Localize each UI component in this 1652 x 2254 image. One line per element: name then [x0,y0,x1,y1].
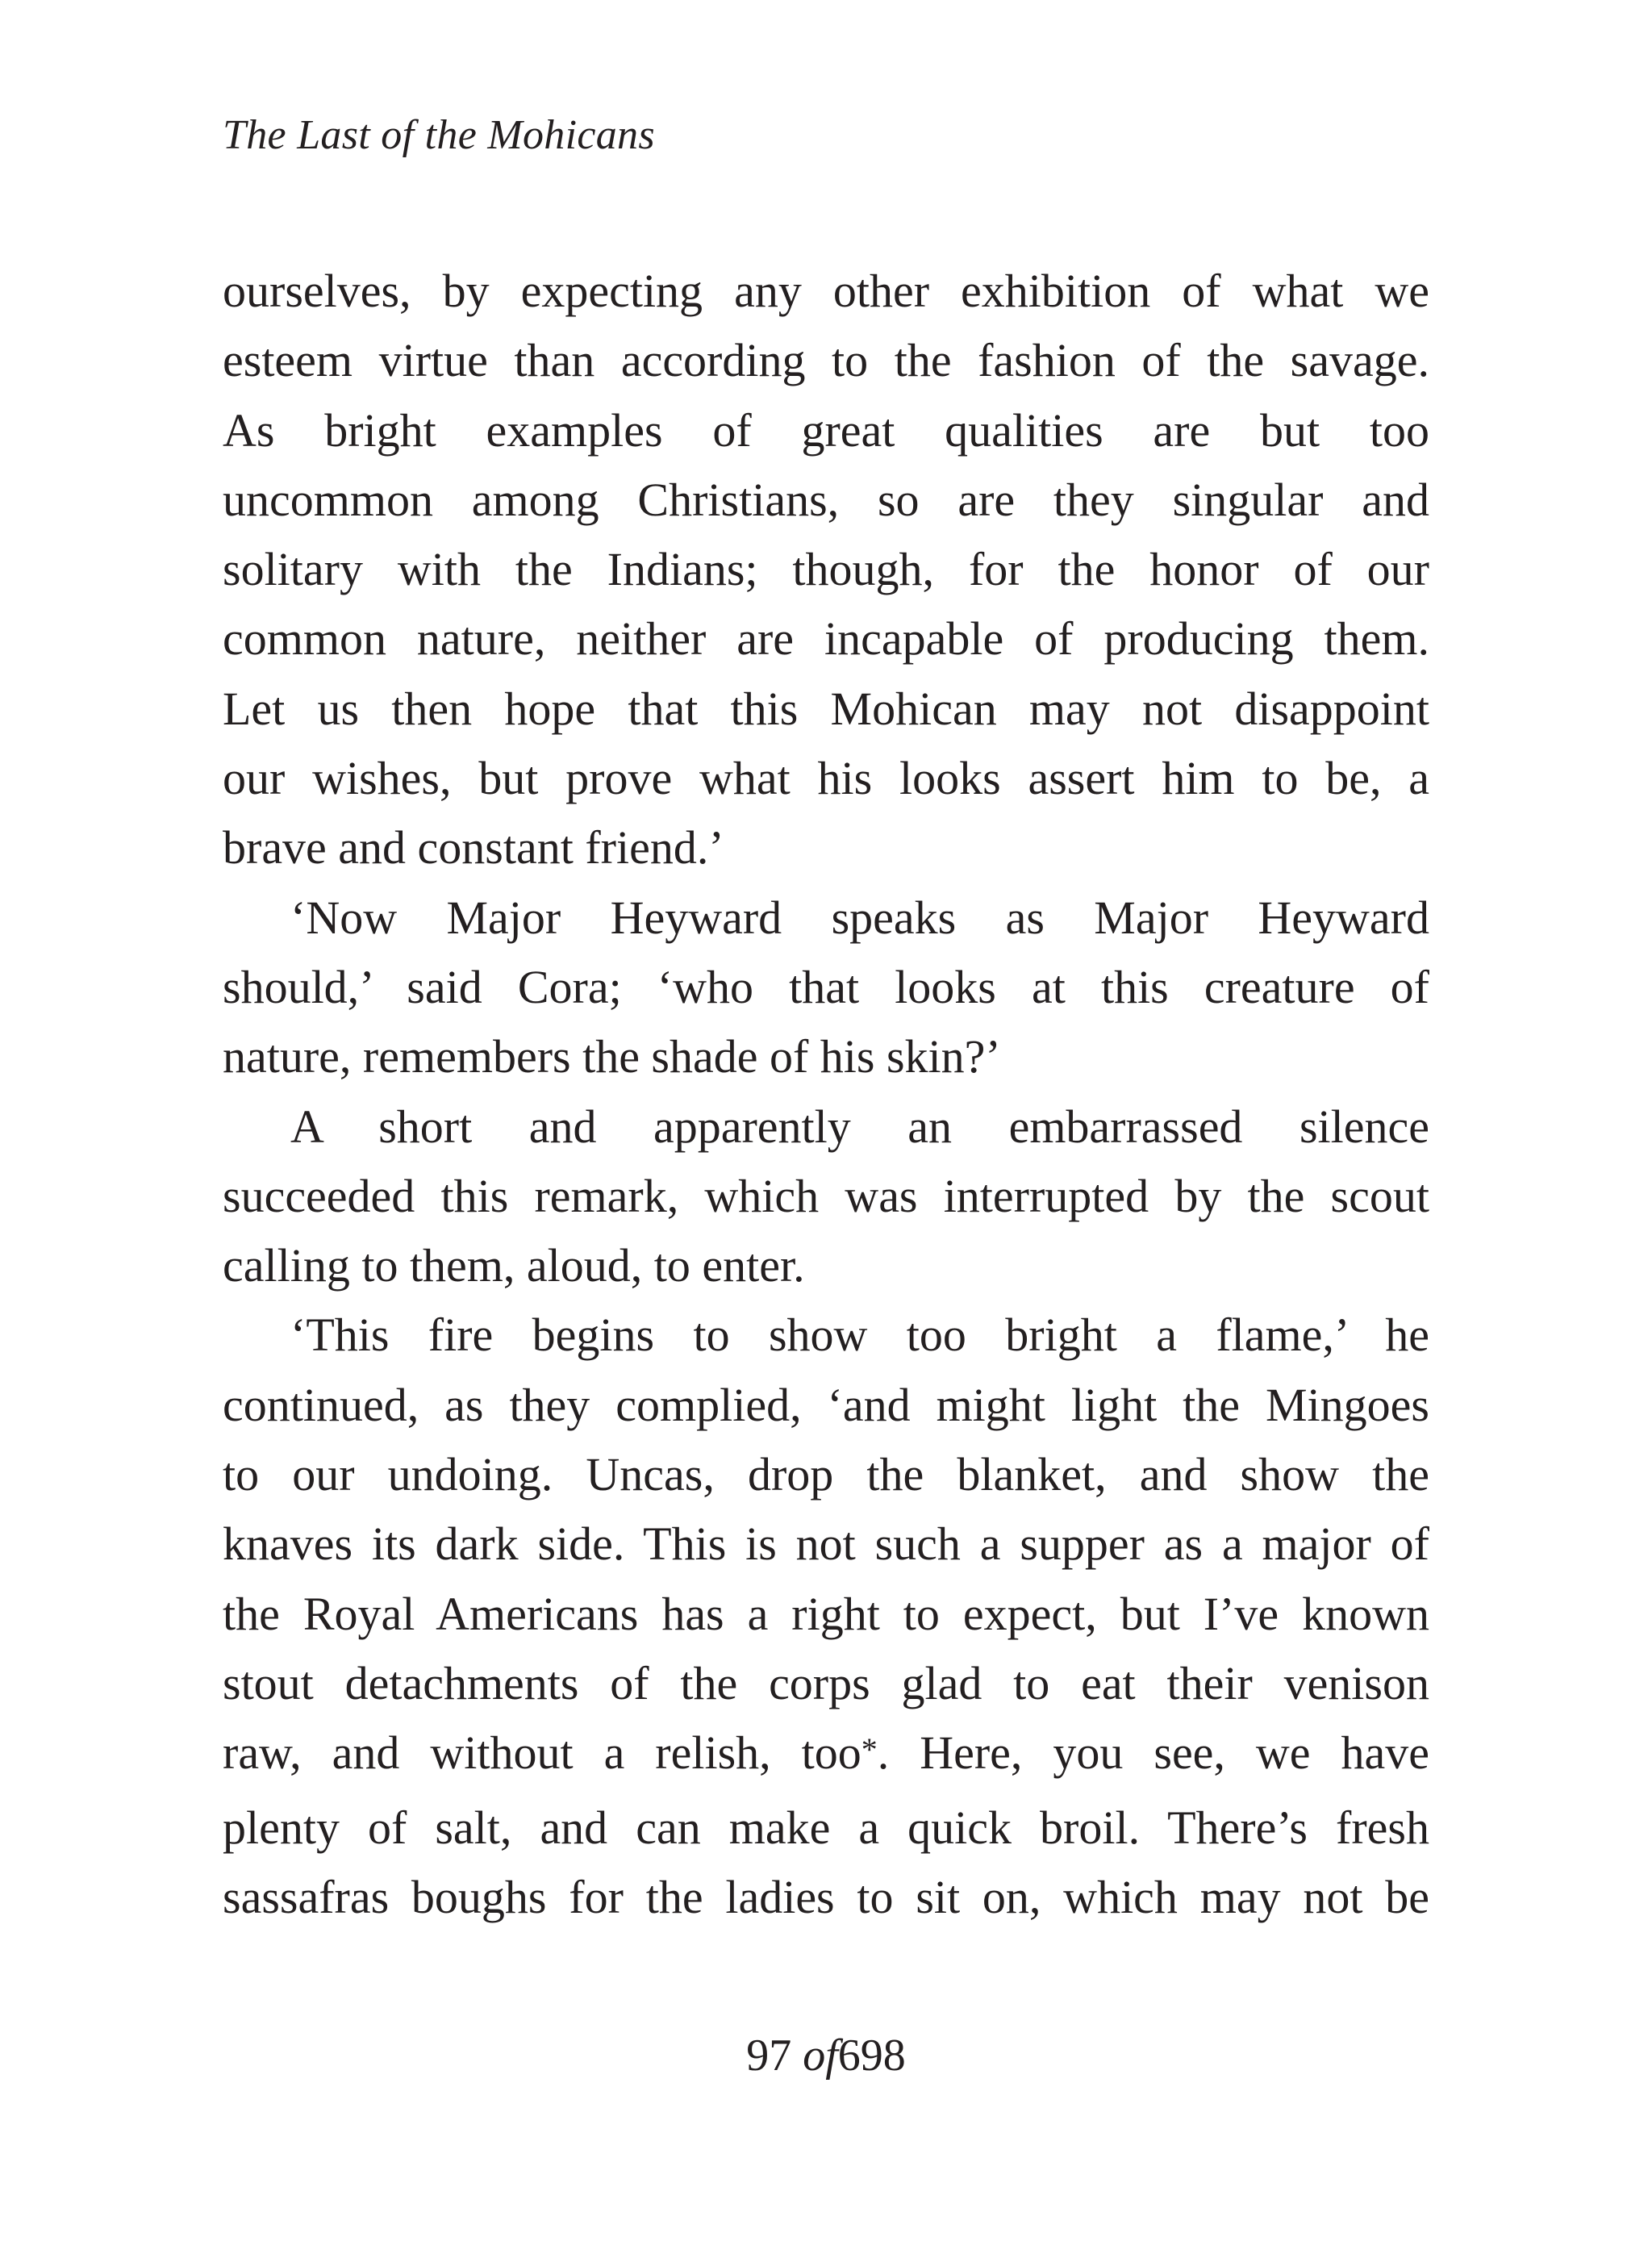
text-line: should,’ said Cora; ‘who that looks at this creature of [223,960,1429,1013]
text-line: ourselves, by expecting any other exhibition of what we [223,265,1429,317]
text-line: stout detachments of the corps glad to eat their venison [223,1656,1429,1709]
page-body [223,257,1429,1932]
running-head: The Last of the Mohicans [223,112,655,158]
text-line: solitary with the Indians; though, for the honor of our [223,543,1429,596]
text-segment: . Here, you see, we have [877,1726,1429,1780]
footnote-marker[interactable]: * [861,1731,878,1768]
text-line: the Royal Americans has a right to expect, but I’ve known [223,1587,1429,1640]
text-line: Let us then hope that this Mohican may not disappoint [223,682,1429,735]
text-line: sassafras boughs for the ladies to sit on, which may not be [223,1870,1429,1923]
text-line: esteem virtue than according to the fashion of the savage. [223,334,1429,387]
text-line: knaves its dark side. This is not such a supper as a major of [223,1517,1429,1571]
text-line: continued, as they complied, ‘and might light the Mingoes [223,1378,1429,1431]
total-pages: 698 [837,2031,906,2081]
text-line: calling to them, aloud, to enter. [223,1239,805,1292]
text-segment: raw, and without a relish, too [223,1726,861,1780]
text-line: plenty of salt, and can make a quick broil. There’s fresh [223,1801,1429,1854]
text-line: succeeded this remark, which was interrupted by the scout [223,1169,1429,1222]
text-line: common nature, neither are incapable of producing them. [223,612,1429,666]
text-line: ‘Now Major Heyward speaks as Major Heyward [290,891,1429,944]
text-line: A short and apparently an embarrassed silence [290,1100,1429,1153]
page-of-label: of [803,2031,838,2081]
text-line: nature, remembers the shade of his skin?’ [223,1030,1001,1083]
text-line: to our undoing. Uncas, drop the blanket, and show the [223,1448,1429,1501]
text-line: ‘This fire begins to show too bright a flame,’ he [290,1309,1429,1362]
current-page: 97 [746,2031,792,2081]
text-line-with-footnote [223,1718,1429,1793]
text-line: uncommon among Christians, so are they singular and [223,473,1429,526]
page-number [0,2023,1652,2088]
text-line: brave and constant friend.’ [223,821,724,874]
text-line: As bright examples of great qualities are but too [223,403,1429,457]
text-line: our wishes, but prove what his looks assert him to be, a [223,752,1429,805]
